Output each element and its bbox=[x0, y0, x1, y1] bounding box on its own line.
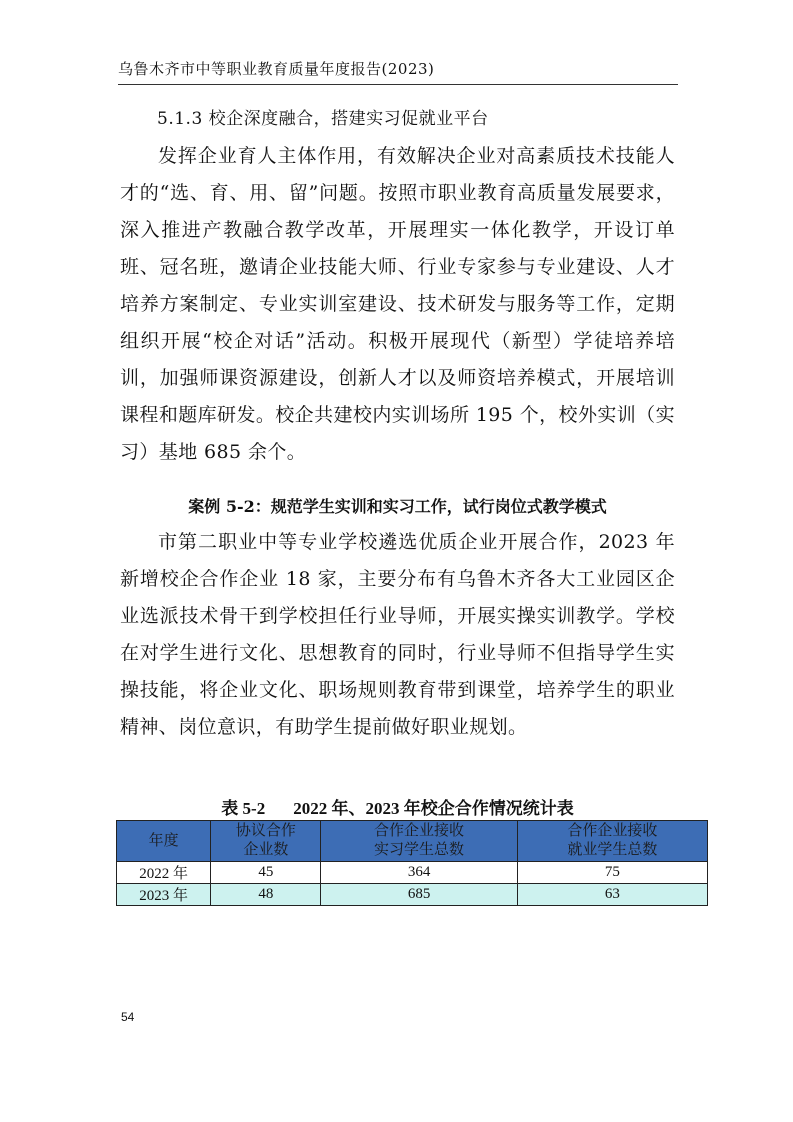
table-caption-number: 表 5-2 bbox=[221, 799, 266, 818]
cell-enterprises: 45 bbox=[211, 862, 321, 884]
table-header-row bbox=[117, 821, 708, 862]
table-caption-title: 2022 年、2023 年校企合作情况统计表 bbox=[293, 799, 574, 818]
case-paragraph: 市第二职业中等专业学校遴选优质企业开展合作，2023 年新增校企合作企业 18 家，主要分布有乌鲁木齐各大工业园区企业选派技术骨干到学校担任行业导师，开展实操实训教学。学校在对学生进行文化、思想教育的同时，行业导师不但指导学生实操技能，将企业文化、职场规则教育带到课堂，培养学生的职业精神、岗位意识，有助学生提前做好职业规划。 bbox=[120, 531, 675, 738]
body-paragraph: 发挥企业育人主体作用，有效解决企业对高素质技术技能人才的“选、育、用、留”问题。按照市职业教育高质量发展要求，深入推进产教融合教学改革，开展理实一体化教学，开设订单班、冠名班，邀请企业技能大师、行业专家参与专业建设、人才培养方案制定、专业实训室建设、技术研发与服务等工作，定期组织开展“校企对话”活动。积极开展现代（新型）学徒培养培训，加强师课资源建设，创新人才以及师资培养模式，开展培训课程和题库研发。校企共建校内实训场所 195 个，校外实训（实习）基地 685 余个。 bbox=[120, 145, 675, 463]
case-title: 案例 5-2：规范学生实训和实习工作，试行岗位式教学模式 bbox=[188, 497, 607, 516]
cooperation-table bbox=[116, 820, 708, 906]
table-caption bbox=[120, 794, 675, 819]
cell-enterprises: 48 bbox=[211, 884, 321, 906]
header-enterprises: 协议合作 企业数 bbox=[211, 821, 321, 862]
cell-year: 2022 年 bbox=[117, 862, 211, 884]
cell-interns: 364 bbox=[321, 862, 517, 884]
header-interns: 合作企业接收 实习学生总数 bbox=[321, 821, 517, 862]
cell-employed: 75 bbox=[517, 862, 707, 884]
page-number: 54 bbox=[121, 1010, 135, 1024]
cell-employed: 63 bbox=[517, 884, 707, 906]
header-year: 年度 bbox=[117, 821, 211, 862]
section-heading: 5.1.3 校企深度融合，搭建实习促就业平台 bbox=[157, 109, 489, 129]
table-row bbox=[117, 862, 708, 884]
cell-year: 2023 年 bbox=[117, 884, 211, 906]
header-employed: 合作企业接收 就业学生总数 bbox=[517, 821, 707, 862]
table-row bbox=[117, 884, 708, 906]
cell-interns: 685 bbox=[321, 884, 517, 906]
page-header: 乌鲁木齐市中等职业教育质量年度报告(2023) bbox=[118, 58, 678, 85]
